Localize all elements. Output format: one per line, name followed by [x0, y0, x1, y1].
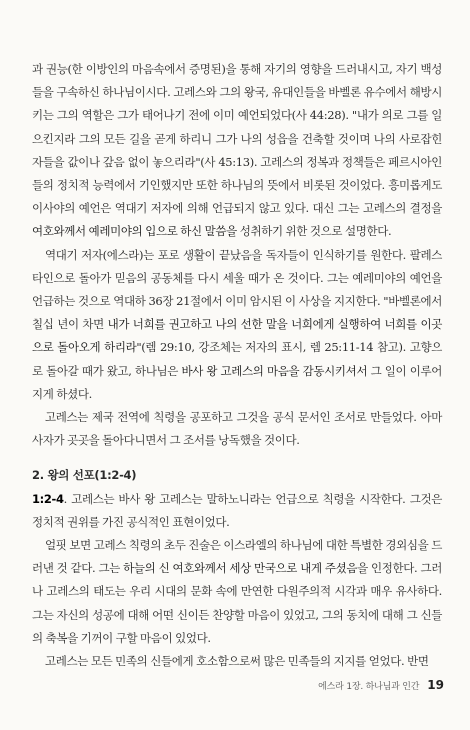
paragraph-p5 — [32, 534, 442, 650]
text-run: "(렘 29:10, 강조체는 저자의 표시, 렘 25:11-14 참고). 고향으로 돌아갈 때가 왔고, 하나님은 — [32, 340, 442, 378]
page-footer — [318, 678, 444, 692]
paragraph-p4 — [32, 488, 442, 534]
text-run: 고레스는 모든 민족의 신들에게 호소함으로써 많은 민족들의 지지를 얻었다. 반면 — [45, 654, 429, 669]
text-block-before-heading — [32, 58, 442, 452]
page-number: 19 — [427, 678, 444, 692]
scripture-quote: 하늘의 신 여호와께서 세상 만국으로 내게 주셨음 — [123, 561, 358, 576]
scripture-quote: 여호와께서 예레미야의 입으로 하신 말씀을 — [32, 224, 237, 239]
text-run: 고레스는 제국 전역에 칙령을 공포하고 그것을 공식 문서인 조서로 만들었다. 아마 사자가 곳곳을 돌아다니면서 그 조서를 낭독했을 것이다. — [32, 410, 442, 448]
page-body — [32, 58, 442, 673]
text-run: 성취하기 위한 것으로 설명한다. — [236, 224, 392, 239]
text-run: 역대기 저자(에스라)는 포로 생활이 끝났음을 독자들이 인식하기를 원한다. 팔레스타인으로 돌아가 믿음의 공동체를 다시 세울 때가 온 것이다. 그는 예레미야의 예언을 언급하는 것으로 역대하 36장 21절에서 이미 암시된 이 사상을 지지한다. "바벨론에서 칠십 년이 차면 — [32, 247, 442, 332]
text-run: 얼핏 보면 고레스 칙령의 초두 진술은 이스라엘의 하나님에 대한 특별한 경외심을 드러낸 것 같다. 그는 — [32, 538, 442, 576]
paragraph-p2 — [32, 244, 442, 406]
paragraph-p3 — [32, 406, 442, 452]
text-run: 과 권능(한 이방인의 마음속에서 증명된)을 통해 자기의 영향을 드러내시고, 자기 백성들을 구속하신 하나님이시다. 고레스와 그의 왕국, 유대인들을 바벨론 유수에서 해방시키는 그의 역할은 그가 태어나기 전에 이미 예언되었다(사 44:28). "내가 의로 그를 일으킨지라 그의 모든 길을 곧게 하리니 그가 나의 성읍을 건축할 것이며 나의 사로잡힌 자들을 값이나 갚음 없이 놓으리라"(사 45:13). 고레스의 정복과 정책들은 페르시아인들의 정치적 능력에서 기인했지만 또한 하나님의 뜻에서 비롯된 것이었다. 흥미롭게도 이사야의 예언은 역대기 저자에 의해 언급되지 않고 있다. 대신 그는 고레스의 결정을 — [32, 62, 442, 216]
scripture-quote: 바사 왕 고레스의 마음을 감동시키셔서 — [181, 363, 368, 378]
text-block-after-heading — [32, 488, 442, 674]
paragraph-p1 — [32, 58, 442, 244]
section-gap — [32, 452, 442, 464]
text-run: . 고레스는 바사 왕 고레스는 말하노니라는 언급으로 칙령을 시작한다. 그것은 정치적 권위를 가진 공식적인 표현이었다. — [32, 491, 442, 529]
section-heading: 2. 왕의 선포(1:2-4) — [32, 468, 137, 483]
text-run: 그 일이 이루어지게 하셨다. — [32, 363, 442, 401]
running-head: 에스라 1장. 하나님과 인간 — [318, 682, 420, 692]
verse-reference: 1:2-4 — [32, 491, 64, 506]
paragraph-p6 — [32, 650, 442, 673]
scripture-quote: 내가 너희를 권고하고 나의 선한 말을 너희에게 실행하여 너희를 이곳으로 돌아오게 하리라 — [32, 317, 442, 355]
text-run: 을 인정한다. 그러나 고레스의 태도는 우리 시대의 문화 속에 만연한 다원주의적 시각과 매우 유사하다. 그는 자신의 성공에 대해 어떤 신이든 찬양할 마음이 있었고, 그의 동치에 대해 그 신들의 축복을 기꺼이 구할 마음이 있었다. — [32, 561, 443, 645]
